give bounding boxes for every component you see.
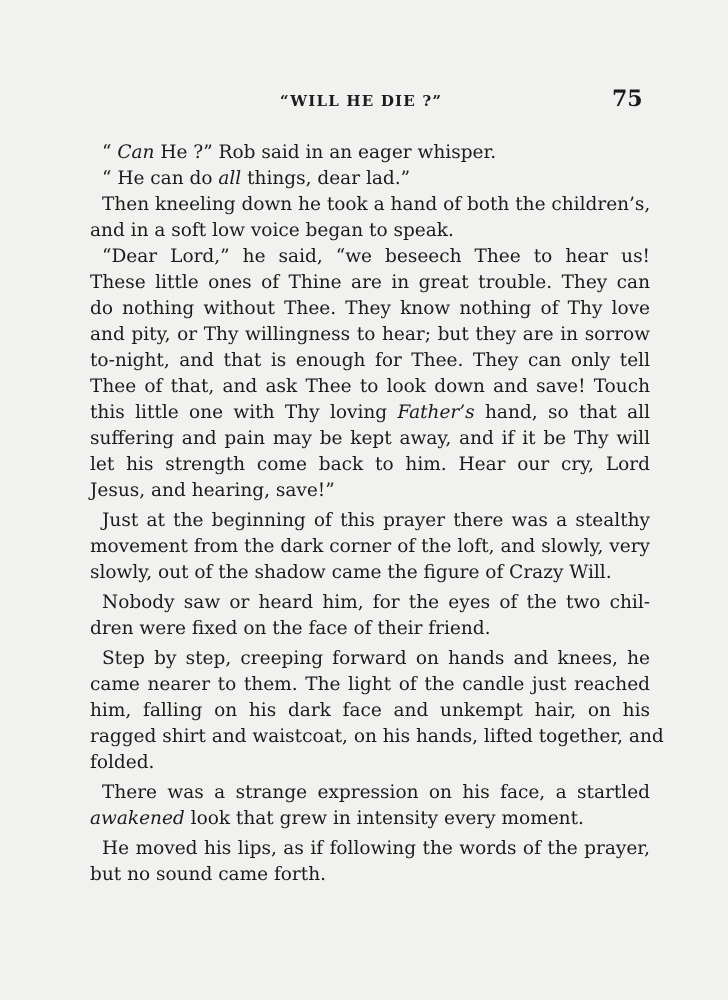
text-line: this little one with Thy loving Father’s hand, so that all [90, 402, 650, 423]
text-line: movement from the dark corner of the loft, and slowly, very [90, 536, 650, 557]
text-line: Just at the beginning of this prayer there was a stealthy [102, 510, 650, 531]
text-line: him, falling on his dark face and unkempt hair, on his [90, 700, 650, 721]
text-line: came nearer to them. The light of the candle just reached [90, 674, 650, 695]
text-line: do nothing without Thee. They know nothing of Thy love [90, 298, 650, 319]
text-line: let his strength come back to him. Hear our cry, Lord [90, 454, 650, 475]
text-line: He moved his lips, as if following the words of the prayer, [102, 838, 650, 859]
text-line: and in a soft low voice began to speak. [90, 220, 454, 241]
text-line: “ Can He ?” Rob said in an eager whisper. [102, 142, 497, 163]
text-line: Thee of that, and ask Thee to look down and save! Touch [90, 376, 650, 397]
text-line: ragged shirt and waistcoat, on his hands, lifted together, and [90, 726, 664, 747]
text-line: Step by step, creeping forward on hands and knees, he [102, 648, 650, 669]
text-line: There was a strange expression on his face, a startled [102, 782, 650, 803]
text-line: awakened look that grew in intensity every moment. [90, 808, 584, 829]
text-line: Jesus, and hearing, save!” [90, 480, 335, 501]
text-line: slowly, out of the shadow came the figure of Crazy Will. [90, 562, 612, 583]
text-line: “Dear Lord,” he said, “we beseech Thee to hear us! [102, 246, 650, 267]
text-line: and pity, or Thy willingness to hear; but they are in sorrow [90, 324, 650, 345]
text-line: suffering and pain may be kept away, and if it be Thy will [90, 428, 650, 449]
text-line: folded. [90, 752, 155, 773]
text-line: These little ones of Thine are in great trouble. They can [90, 272, 650, 293]
running-title: “WILL HE DIE ?” [280, 92, 443, 110]
text-line: Nobody saw or heard him, for the eyes of the two chil- [102, 592, 650, 613]
running-head [0, 86, 728, 116]
text-line: Then kneeling down he took a hand of both the children’s, [102, 194, 651, 215]
text-line: to-night, and that is enough for Thee. They can only tell [90, 350, 650, 371]
text-line: but no sound came forth. [90, 864, 327, 885]
page-number: 75 [612, 86, 643, 112]
text-line: “ He can do all things, dear lad.” [102, 168, 411, 189]
text-line: dren were fixed on the face of their friend. [90, 618, 491, 639]
